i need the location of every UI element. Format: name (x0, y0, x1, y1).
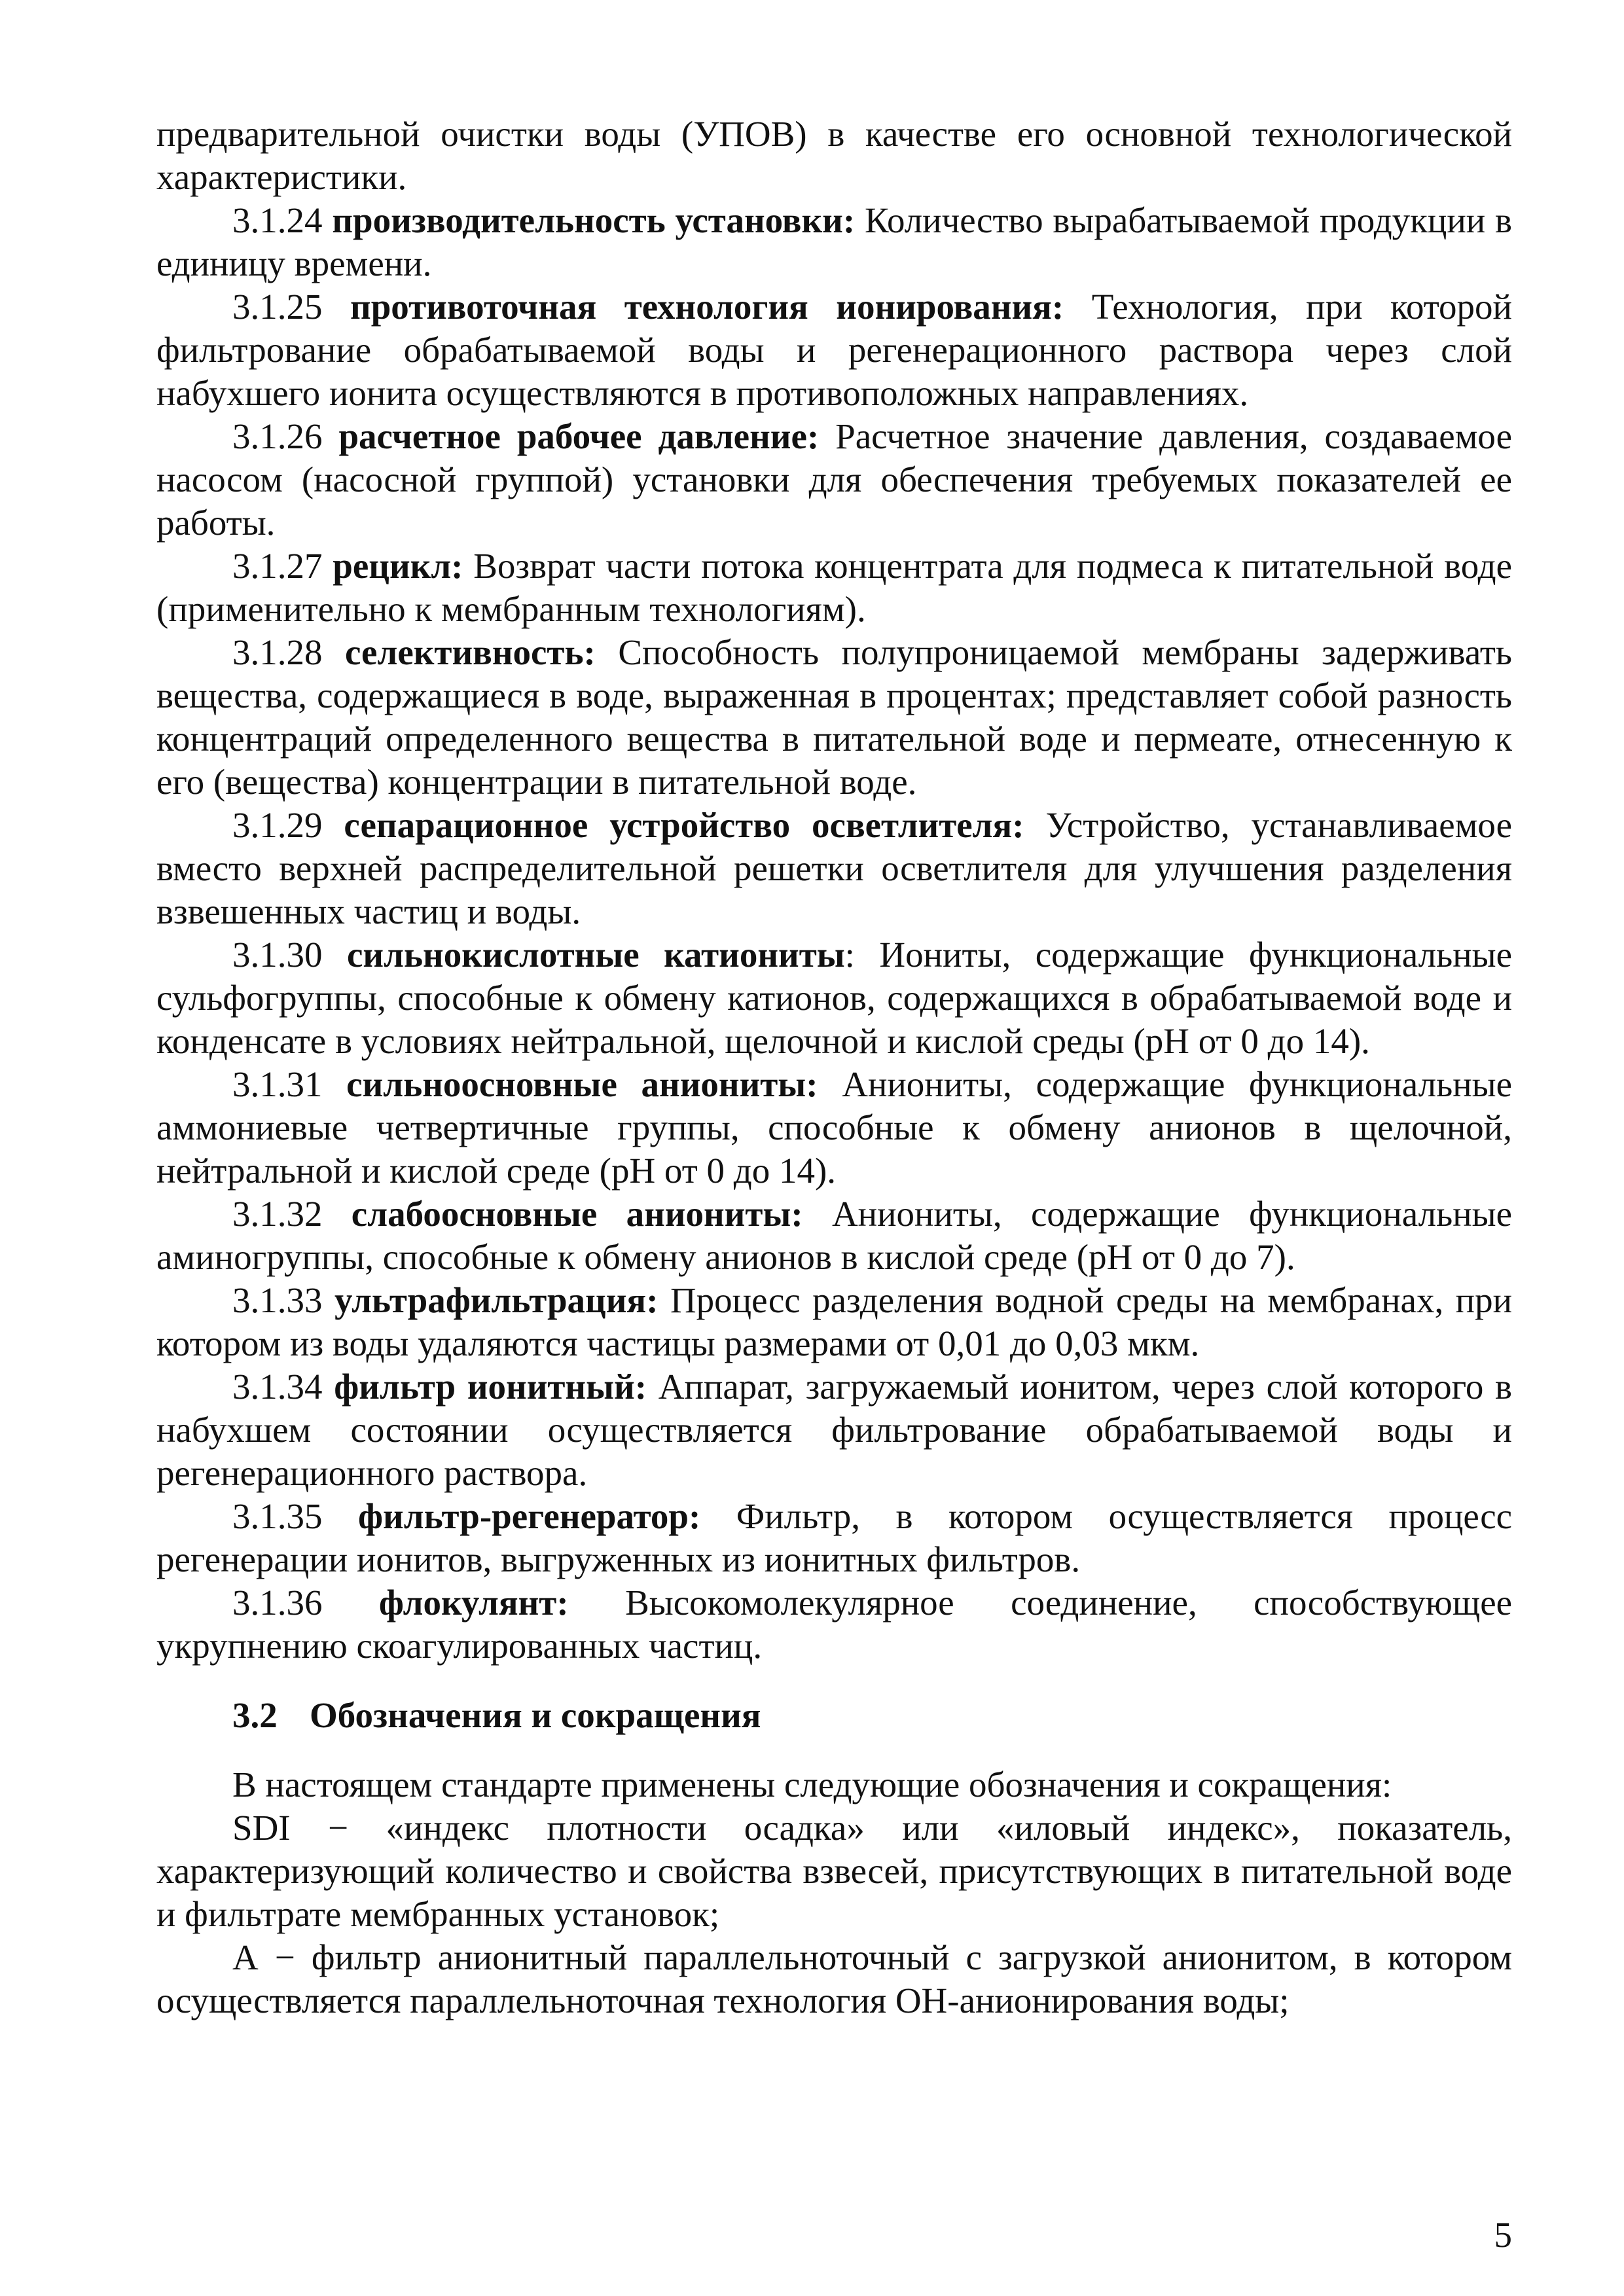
definition-term: рецикл: (333, 546, 463, 586)
definition-term: слабоосновные аниониты: (351, 1194, 803, 1234)
definition-item (156, 199, 1512, 285)
definition-item (156, 1495, 1512, 1581)
definition-term: селективность: (344, 632, 596, 672)
definition-term: сильноосновные аниониты: (346, 1064, 818, 1104)
definition-number: 3.1.27 (232, 546, 323, 586)
definition-term: производительность установки: (332, 200, 856, 240)
definition-text: Высокомолекулярное соединение, способствующее укрупнению скоагулированных частиц. (156, 1583, 1513, 1666)
definition-term: фильтр-регенератор: (357, 1496, 701, 1536)
definition-number: 3.1.33 (232, 1280, 323, 1320)
definition-text: Процесс разделения водной среды на мембранах, при котором из воды удаляются частицы размерами от 0,01 до 0,03 мкм. (156, 1280, 1513, 1363)
abbreviation-item: А − фильтр анионитный параллельноточный с загрузкой анионитом, в котором осуществляется параллельноточная технология ОН-анионирования воды; (156, 1937, 1512, 2020)
definition-item (156, 415, 1512, 545)
definition-text: Аппарат, загружаемый ионитом, через слой которого в набухшем состоянии осуществляется фильтрование обрабатываемой воды и регенерационного раствора. (156, 1367, 1513, 1493)
intro-paragraph: предварительной очистки воды (УПОВ) в качестве его основной технологической характеристики. (156, 114, 1512, 197)
definition-term: фильтр ионитный: (334, 1367, 647, 1407)
definition-number: 3.1.26 (232, 416, 323, 456)
definition-item (156, 631, 1512, 804)
definition-term: противоточная технология ионирования: (350, 287, 1064, 327)
definition-item (156, 1193, 1512, 1279)
definition-number: 3.1.29 (232, 805, 323, 845)
definition-number: 3.1.25 (232, 287, 323, 327)
definitions-list (156, 199, 1512, 1668)
definition-number: 3.1.31 (232, 1064, 323, 1104)
definition-text: Технология, при которой фильтрование обрабатываемой воды и регенерационного раствора через слой набухшего ионита осуществляются в противоположных направлениях. (156, 287, 1512, 413)
abbreviations-intro: В настоящем стандарте применены следующие обозначения и сокращения: (232, 1765, 1392, 1804)
definition-term: флокулянт: (378, 1583, 569, 1623)
definition-item (156, 545, 1512, 631)
definition-text: Количество вырабатываемой продукции в единицу времени. (156, 200, 1512, 283)
definition-item (156, 285, 1512, 415)
definition-number: 3.1.35 (232, 1496, 323, 1536)
definition-number: 3.1.34 (232, 1367, 323, 1407)
definition-item (156, 1365, 1512, 1495)
definition-number: 3.1.32 (232, 1194, 323, 1234)
definition-term: сепарационное устройство осветлителя: (344, 805, 1024, 845)
abbreviation-item: SDI − «индекс плотности осадка» или «иловый индекс», показатель, характеризующий количество и свойства взвесей, присутствующих в питательной воде и фильтрате мембранных установок; (156, 1808, 1512, 1934)
definition-text: : Иониты, содержащие функциональные сульфогруппы, способные к обмену катионов, содержащихся в обрабатываемой воде и конденсате в условиях нейтральной, щелочной и кислой среды (рН от 0 до 14). (156, 935, 1512, 1061)
definition-term: ультрафильтрация: (334, 1280, 659, 1320)
definition-text: Аниониты, содержащие функциональные аммониевые четвертичные группы, способные к обмену анионов в щелочной, нейтральной и кислой среде (рН от 0 до 14). (156, 1064, 1512, 1191)
definition-text: Фильтр, в котором осуществляется процесс регенерации ионитов, выгруженных из ионитных фильтров. (156, 1496, 1513, 1579)
definition-text: Устройство, устанавливаемое вместо верхней распределительной решетки осветлителя для улучшения разделения взвешенных частиц и воды. (156, 805, 1513, 931)
definition-text: Способность полупроницаемой мембраны задерживать вещества, содержащиеся в воде, выраженная в процентах; представляет собой разность концентраций определенного вещества в питательной воде и пермеате, отнесенную к его (вещества) концентрации в питательной воде. (156, 632, 1513, 802)
definition-text: Расчетное значение давления, создаваемое насосом (насосной группой) установки для обеспечения требуемых показателей ее работы. (156, 416, 1513, 543)
section-title: Обозначения и сокращения (310, 1695, 761, 1735)
page-number: 5 (1494, 2215, 1512, 2255)
definition-item (156, 933, 1512, 1063)
definition-item (156, 1063, 1512, 1193)
definition-item (156, 804, 1512, 933)
definition-text: Возврат части потока концентрата для подмеса к питательной воде (применительно к мембранным технологиям). (156, 546, 1513, 629)
definition-number: 3.1.30 (232, 935, 323, 975)
definition-number: 3.1.36 (232, 1583, 323, 1623)
definition-term: расчетное рабочее давление: (338, 416, 820, 456)
definition-term: сильнокислотные катиониты (346, 935, 845, 975)
section-heading (156, 1694, 1512, 1737)
definition-number: 3.1.24 (232, 200, 323, 240)
definition-text: Аниониты, содержащие функциональные аминогруппы, способные к обмену анионов в кислой среде (рН от 0 до 7). (156, 1194, 1513, 1277)
definition-item (156, 1279, 1512, 1365)
definition-number: 3.1.28 (232, 632, 323, 672)
section-number: 3.2 (232, 1695, 278, 1735)
definition-item (156, 1581, 1512, 1668)
